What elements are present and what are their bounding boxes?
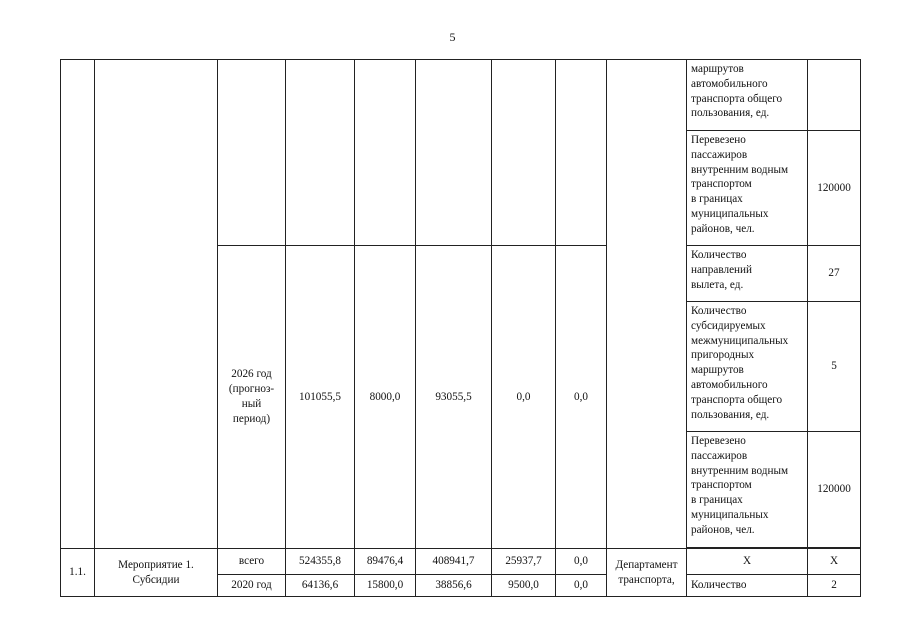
col2-cell-empty bbox=[355, 60, 416, 246]
total-value: 64136,6 bbox=[286, 575, 355, 597]
col3-value: 38856,6 bbox=[416, 575, 492, 597]
table-row bbox=[61, 549, 861, 575]
event-name-cell bbox=[95, 549, 218, 597]
indicator-cell: Количество bbox=[687, 575, 808, 597]
col4-value: 0,0 bbox=[492, 246, 556, 549]
col3-cell-empty bbox=[416, 60, 492, 246]
indicator-value: 5 bbox=[808, 302, 861, 432]
indicator-cell bbox=[687, 246, 808, 302]
name-cell-empty bbox=[95, 60, 218, 549]
col3-value: 93055,5 bbox=[416, 246, 492, 549]
total-cell-empty bbox=[286, 60, 355, 246]
col5-cell-empty bbox=[556, 60, 607, 246]
period-cell-empty bbox=[218, 60, 286, 246]
indicator-text: Перевезено пассажиров внутренним водным транспортом в границах муниципальных районов, чел. bbox=[691, 435, 789, 536]
indicator-value: 120000 bbox=[808, 432, 861, 548]
event-number: 1.1. bbox=[61, 549, 95, 597]
period-label: 2026 год (прогноз- ный период) bbox=[228, 368, 275, 425]
indicator-text: маршрутов автомобильного транспорта общего пользования, ед. bbox=[691, 63, 783, 120]
indicator-text: Количество субсидируемых межмуниципальных пригородных маршрутов автомобильного транспорта общего пользования, ед. bbox=[691, 305, 789, 421]
number-cell-empty bbox=[61, 60, 95, 549]
col2-value: 89476,4 bbox=[355, 549, 416, 575]
indicator-text: Перевезено пассажиров внутренним водным транспортом в границах муниципальных районов, чел. bbox=[691, 134, 789, 235]
total-value: 101055,5 bbox=[286, 246, 355, 549]
period-cell: всего bbox=[218, 549, 286, 575]
indicator-value: Х bbox=[808, 549, 861, 575]
col2-value: 15800,0 bbox=[355, 575, 416, 597]
period-cell bbox=[218, 246, 286, 549]
executor-cell bbox=[607, 549, 687, 597]
executor-cell-empty bbox=[607, 60, 687, 549]
indicator-cell bbox=[687, 302, 808, 432]
indicator-cell bbox=[687, 60, 808, 131]
col5-value: 0,0 bbox=[556, 246, 607, 549]
col4-value: 25937,7 bbox=[492, 549, 556, 575]
executor-text: Департамент транспорта, bbox=[615, 558, 678, 586]
event-name: Мероприятие 1. Субсидии bbox=[118, 558, 194, 586]
indicator-value-cell-empty bbox=[808, 60, 861, 131]
col2-value: 8000,0 bbox=[355, 246, 416, 549]
indicator-cell bbox=[687, 131, 808, 246]
program-table bbox=[60, 59, 861, 597]
col4-value: 9500,0 bbox=[492, 575, 556, 597]
page-number: 5 bbox=[449, 30, 456, 44]
col3-value: 408941,7 bbox=[416, 549, 492, 575]
col4-cell-empty bbox=[492, 60, 556, 246]
col5-value: 0,0 bbox=[556, 575, 607, 597]
indicator-cell: Х bbox=[687, 549, 808, 575]
indicator-value: 27 bbox=[808, 246, 861, 302]
indicator-value: 120000 bbox=[808, 131, 861, 246]
period-cell: 2020 год bbox=[218, 575, 286, 597]
total-value: 524355,8 bbox=[286, 549, 355, 575]
indicator-cell bbox=[687, 432, 808, 548]
indicator-text: Количество направлений вылета, ед. bbox=[691, 249, 752, 291]
col5-value: 0,0 bbox=[556, 549, 607, 575]
indicator-value: 2 bbox=[808, 575, 861, 597]
table-row bbox=[61, 60, 861, 131]
